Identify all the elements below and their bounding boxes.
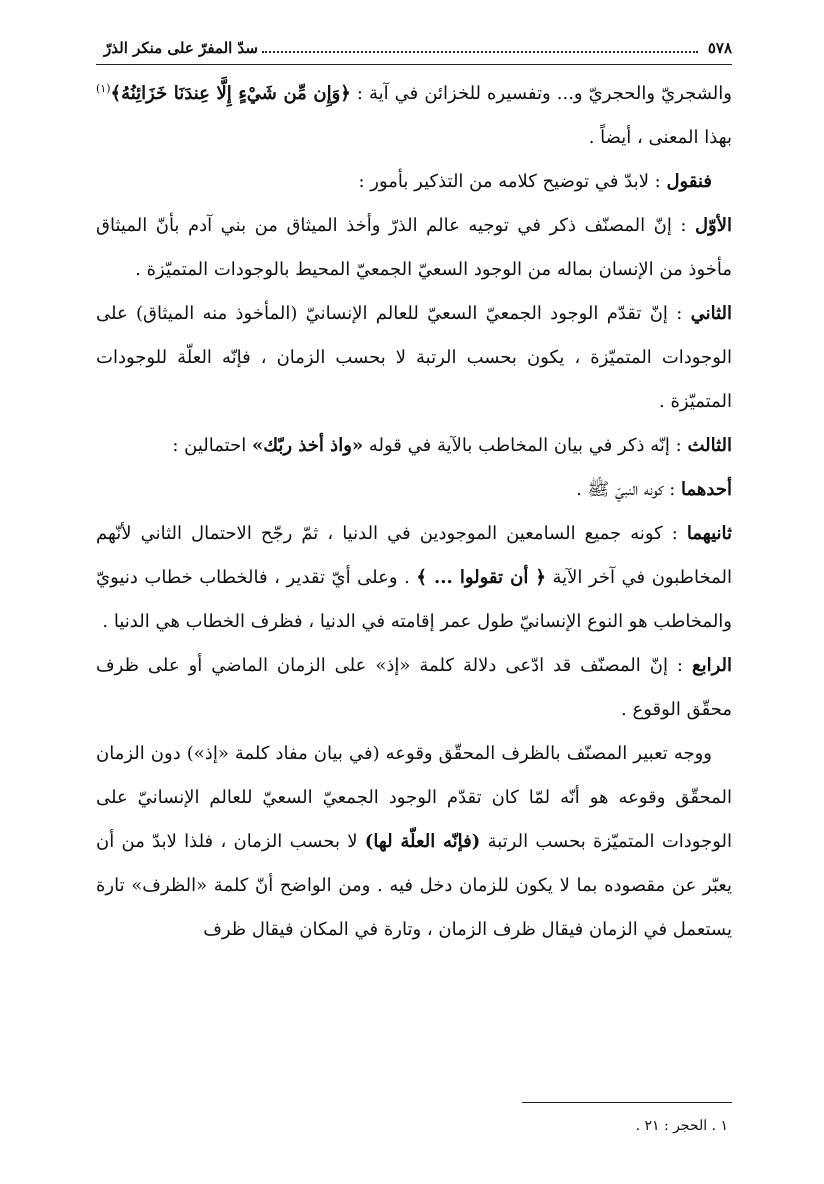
footnote-rule bbox=[522, 1102, 732, 1103]
paragraph-lead: الأوّل bbox=[694, 215, 732, 236]
header-rule bbox=[96, 64, 732, 65]
running-header bbox=[96, 34, 732, 62]
quran-verse: ﴿وَإِن مِّن شَيْءٍ إِلَّا عِندَنَا خَزَائِنُهُ﴾ bbox=[110, 83, 351, 104]
paragraph-lead: الثاني bbox=[690, 303, 732, 324]
main-text bbox=[96, 72, 732, 952]
page-number: ٥٧٨ bbox=[707, 39, 732, 57]
paragraph-1: والشجريّ والحجريّ و... وتفسيره للخزائن في آية : ﴿وَإِن مِّن شَيْءٍ إِلَّا عِندَنَا خَزَائِنُهُ﴾$^{(١)}$ بهذا المعنى ، أيضاً . bbox=[96, 82, 732, 148]
paragraph-lead: أحدهما bbox=[681, 479, 732, 500]
paragraph-7: ثانيهما : كونه جميع السامعين الموجودين في الدنيا ، ثمّ رجّح الاحتمال الثاني لأنّهم المخاطبون في آخر الآية ﴿ أن تقولوا ... ﴾ . وعلى أيّ تقدير ، فالخطاب خطاب دنيويّ والمخاطب هو النوع الإنسانيّ طول عمر إقامته في الدنيا ، فظرف الخطاب هي الدنيا . bbox=[96, 523, 732, 632]
footnote: ١ . الحجر : ٢١ . bbox=[635, 1118, 728, 1134]
paragraph-2: فنقول : لابدّ في توضيح كلامه من التذكير بأمور : bbox=[358, 171, 712, 192]
quran-verse: ﴿ أن تقولوا ... ﴾ bbox=[416, 567, 546, 588]
paragraph-6: أحدهما : كونه النبيّ ﷺ . bbox=[576, 479, 732, 500]
paragraph-3: الأوّل : إنّ المصنّف ذكر في توجيه عالم الذرّ وأخذ الميثاق من بني آدم بأنّ الميثاق مأخوذ من الإنسان بماله من الوجود السعيّ الجمعيّ المحيط بالوجودات المتميّزة . bbox=[96, 215, 732, 280]
paragraph-lead: الرابع bbox=[691, 655, 732, 676]
paragraph-9: ووجه تعبير المصنّف بالظرف المحقّق وقوعه (في بيان مفاد كلمة «إذ») دون الزمان المحقّق وقوعه هو أنّه لمّا كان تقدّم الوجود الجمعيّ السعيّ للعالم الإنسانيّ على الوجودات المتميّزة بحسب الرتبة (فإنّه العلّة لها) لا بحسب الزمان ، فلذا لابدّ من أن يعبّر عن مقصوده بما لا يكون للزمان دخل فيه . ومن الواضح أنّ كلمة «الظرف» تارة يستعمل في الزمان فيقال ظرف الزمان ، وتارة في المكان فيقال ظرف bbox=[96, 743, 733, 940]
footnote-ref: (١) bbox=[96, 82, 111, 95]
running-title: سدّ المفرّ على منكر الذرّ bbox=[104, 39, 258, 57]
paragraph-5: الثالث : إنّه ذكر في بيان المخاطب بالآية في قوله «واذ أخذ ربّك» احتمالين : bbox=[172, 435, 732, 456]
quoted-phrase: «واذ أخذ ربّك» bbox=[251, 435, 364, 456]
bold-phrase: (فإنّه العلّة لها) bbox=[364, 831, 481, 852]
paragraph-lead: الثالث bbox=[687, 435, 732, 456]
header-leader-dots bbox=[262, 51, 698, 53]
paragraph-4: الثاني : إنّ تقدّم الوجود الجمعيّ السعيّ للعالم الإنسانيّ (المأخوذ منه الميثاق) على الوجودات المتميّزة ، يكون بحسب الرتبة لا بحسب الزمان ، فإنّه العلّة للوجودات المتميّزة . bbox=[96, 303, 732, 412]
paragraph-lead: فنقول bbox=[666, 171, 712, 192]
paragraph-lead: ثانيهما bbox=[686, 523, 732, 544]
paragraph-8: الرابع : إنّ المصنّف قد ادّعى دلالة كلمة «إذ» على الزمان الماضي أو على ظرف محقّق الوقوع . bbox=[96, 655, 732, 720]
